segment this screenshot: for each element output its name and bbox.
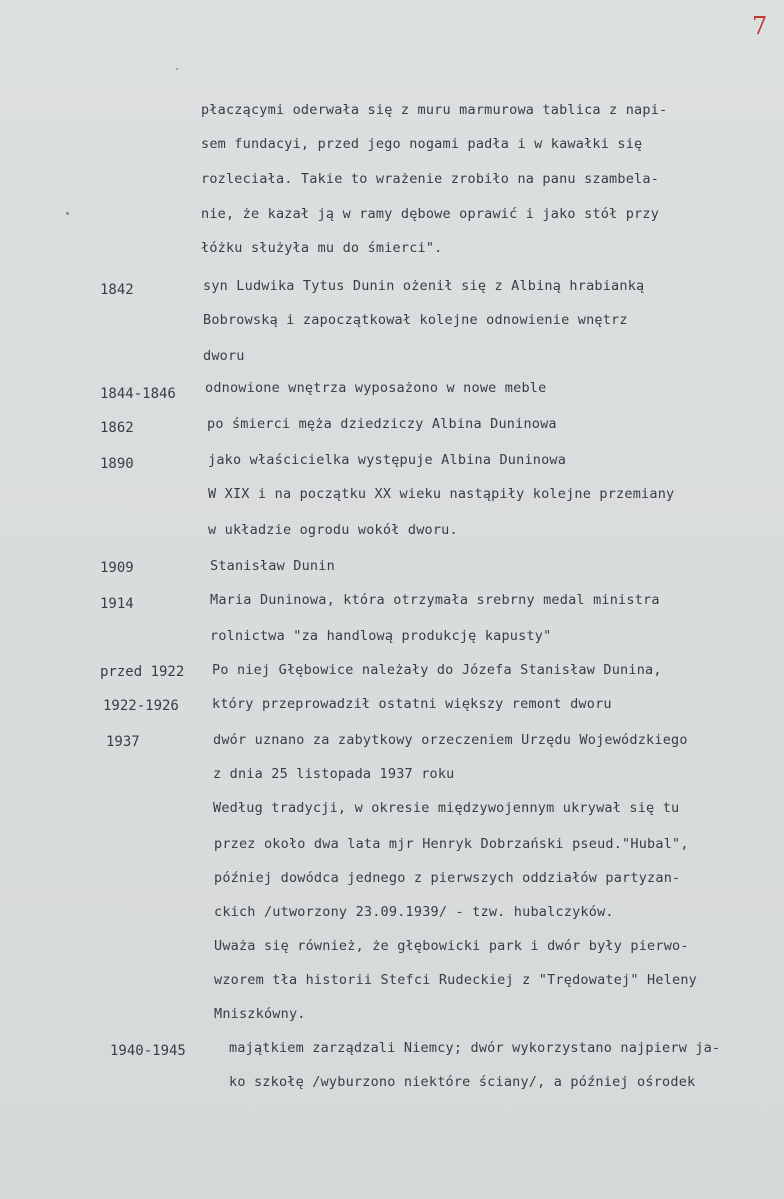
text-line: płaczącymi oderwała się z muru marmurowa tablica z napi- (201, 102, 668, 118)
text-line: ckich /utworzony 23.09.1939/ - tzw. hubalczyków. (214, 904, 614, 920)
paper-speck (176, 68, 178, 70)
text-line: W XIX i na początku XX wieku nastąpiły kolejne przemiany (208, 486, 675, 502)
text-line: Stanisław Dunin (210, 558, 335, 574)
text-line: z dnia 25 listopada 1937 roku (213, 766, 455, 782)
text-line: wzorem tła historii Stefci Rudeckiej z "Trędowatej" Heleny (214, 972, 698, 988)
text-line: rolnictwa "za handlową produkcję kapusty" (210, 628, 552, 644)
year-label: 1842 (100, 282, 134, 298)
year-label: 1922-1926 (103, 698, 179, 714)
text-line: przez około dwa lata mjr Henryk Dobrzański pseud."Hubal", (214, 836, 689, 852)
text-line: w układzie ogrodu wokół dworu. (208, 522, 458, 538)
text-line: łóżku służyła mu do śmierci". (201, 240, 443, 256)
year-label: 1909 (100, 560, 134, 576)
text-line: majątkiem zarządzali Niemcy; dwór wykorzystano najpierw ja- (229, 1040, 721, 1056)
text-line: Bobrowską i zapoczątkował kolejne odnowienie wnętrz (203, 312, 628, 328)
text-line: ko szkołę /wyburzono niektóre ściany/, a później ośrodek (229, 1074, 696, 1090)
text-line: syn Ludwika Tytus Dunin ożenił się z Albiną hrabianką (203, 278, 645, 294)
year-label: 1890 (100, 456, 134, 472)
text-line: Maria Duninowa, która otrzymała srebrny medal ministra (210, 592, 660, 608)
text-line: odnowione wnętrza wyposażono w nowe meble (205, 380, 547, 396)
text-line: nie, że kazał ją w ramy dębowe oprawić i jako stół przy (201, 206, 660, 222)
text-line: który przeprowadził ostatni większy remont dworu (212, 696, 612, 712)
text-line: później dowódca jednego z pierwszych oddziałów partyzan- (214, 870, 681, 886)
paper-speck (66, 212, 69, 215)
year-label: 1937 (106, 734, 140, 750)
text-line: sem fundacyi, przed jego nogami padła i w kawałki się (201, 136, 643, 152)
text-line: jako właścicielka występuje Albina Duninowa (208, 452, 567, 468)
text-line: dwór uznano za zabytkowy orzeczeniem Urzędu Wojewódzkiego (213, 732, 688, 748)
text-line: Uważa się również, że głębowicki park i dwór były pierwo- (214, 938, 689, 954)
year-label: 1940-1945 (110, 1043, 186, 1059)
year-label: 1844-1846 (100, 386, 176, 402)
text-line: dworu (203, 348, 245, 364)
text-line: po śmierci męża dziedziczy Albina Duninowa (207, 416, 557, 432)
year-label: 1862 (100, 420, 134, 436)
year-label: przed 1922 (100, 664, 185, 680)
text-line: Mniszkówny. (214, 1006, 306, 1022)
text-line: Po niej Głębowice należały do Józefa Stanisław Dunina, (212, 662, 662, 678)
text-line: rozleciała. Takie to wrażenie zrobiło na panu szambela- (201, 171, 660, 187)
text-line: Według tradycji, w okresie międzywojennym ukrywał się tu (213, 800, 680, 816)
year-label: 1914 (100, 596, 134, 612)
page-number: 7 (752, 12, 768, 40)
